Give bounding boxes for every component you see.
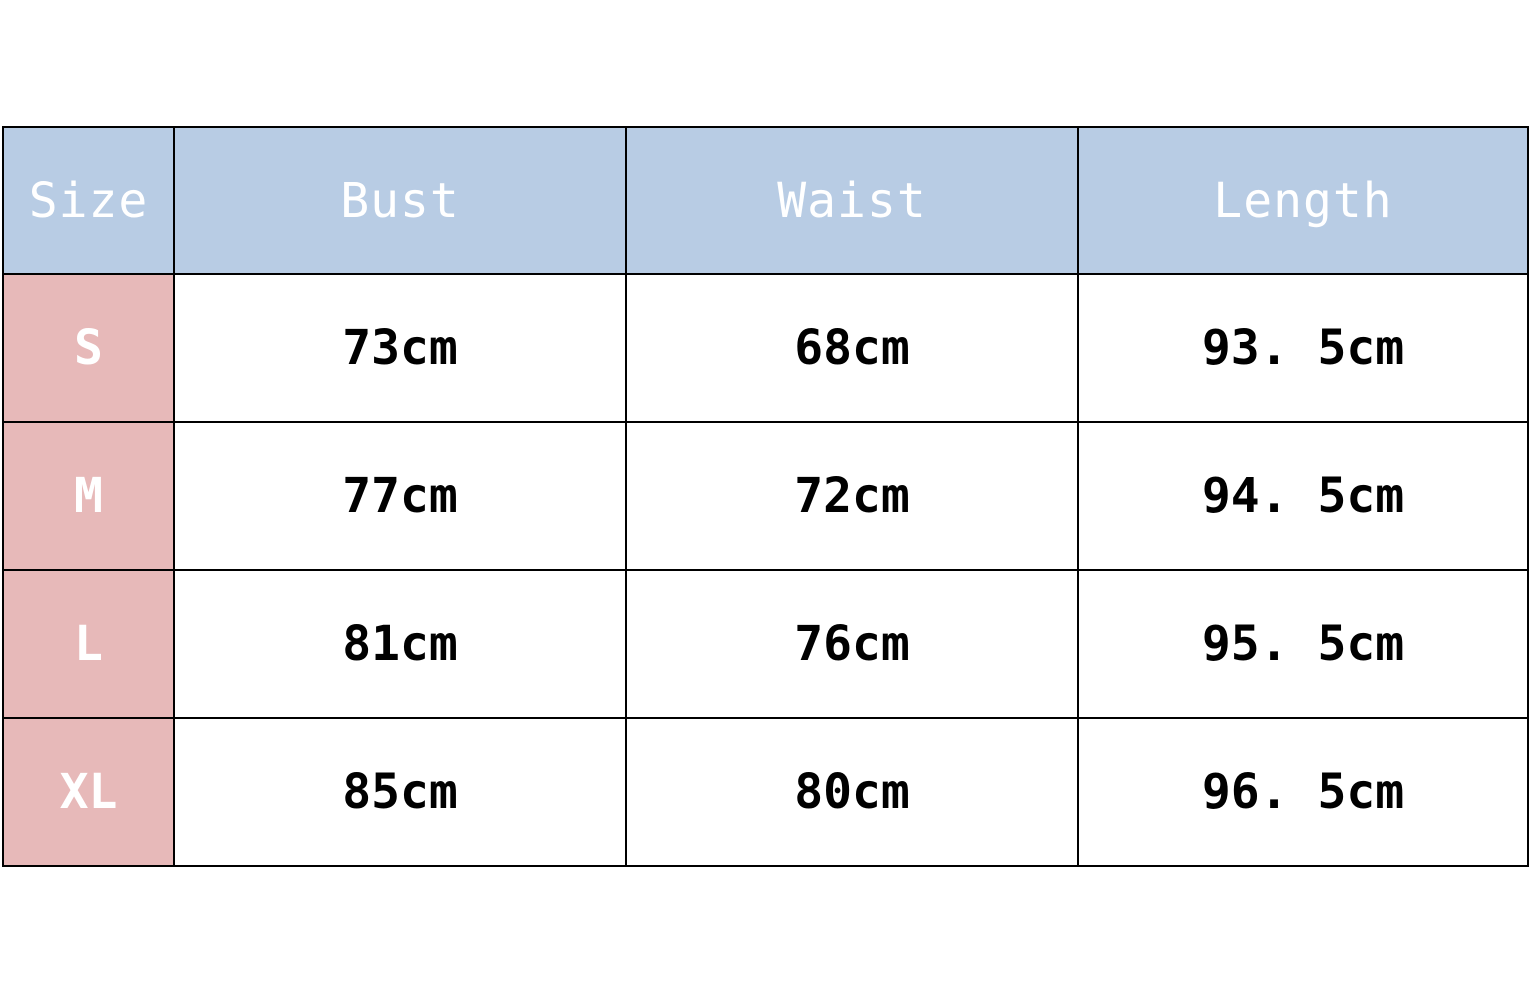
header-cell-bust: Bust xyxy=(174,127,626,274)
length-value-s: 93. 5cm xyxy=(1078,274,1528,422)
bust-value-s: 73cm xyxy=(174,274,626,422)
table-row-s xyxy=(3,274,1528,422)
bust-value-l: 81cm xyxy=(174,570,626,718)
waist-value-s: 68cm xyxy=(626,274,1078,422)
waist-value-xl: 80cm xyxy=(626,718,1078,866)
bust-value-xl: 85cm xyxy=(174,718,626,866)
bust-value-m: 77cm xyxy=(174,422,626,570)
table-header-row xyxy=(3,127,1528,274)
table-row-m xyxy=(3,422,1528,570)
header-cell-length: Length xyxy=(1078,127,1528,274)
size-label-l: L xyxy=(3,570,174,718)
size-chart-table xyxy=(2,126,1529,867)
length-value-m: 94. 5cm xyxy=(1078,422,1528,570)
header-cell-size: Size xyxy=(3,127,174,274)
header-cell-waist: Waist xyxy=(626,127,1078,274)
table-row-xl xyxy=(3,718,1528,866)
size-label-s: S xyxy=(3,274,174,422)
length-value-xl: 96. 5cm xyxy=(1078,718,1528,866)
length-value-l: 95. 5cm xyxy=(1078,570,1528,718)
size-label-m: M xyxy=(3,422,174,570)
waist-value-m: 72cm xyxy=(626,422,1078,570)
table-row-l xyxy=(3,570,1528,718)
waist-value-l: 76cm xyxy=(626,570,1078,718)
size-label-xl: XL xyxy=(3,718,174,866)
